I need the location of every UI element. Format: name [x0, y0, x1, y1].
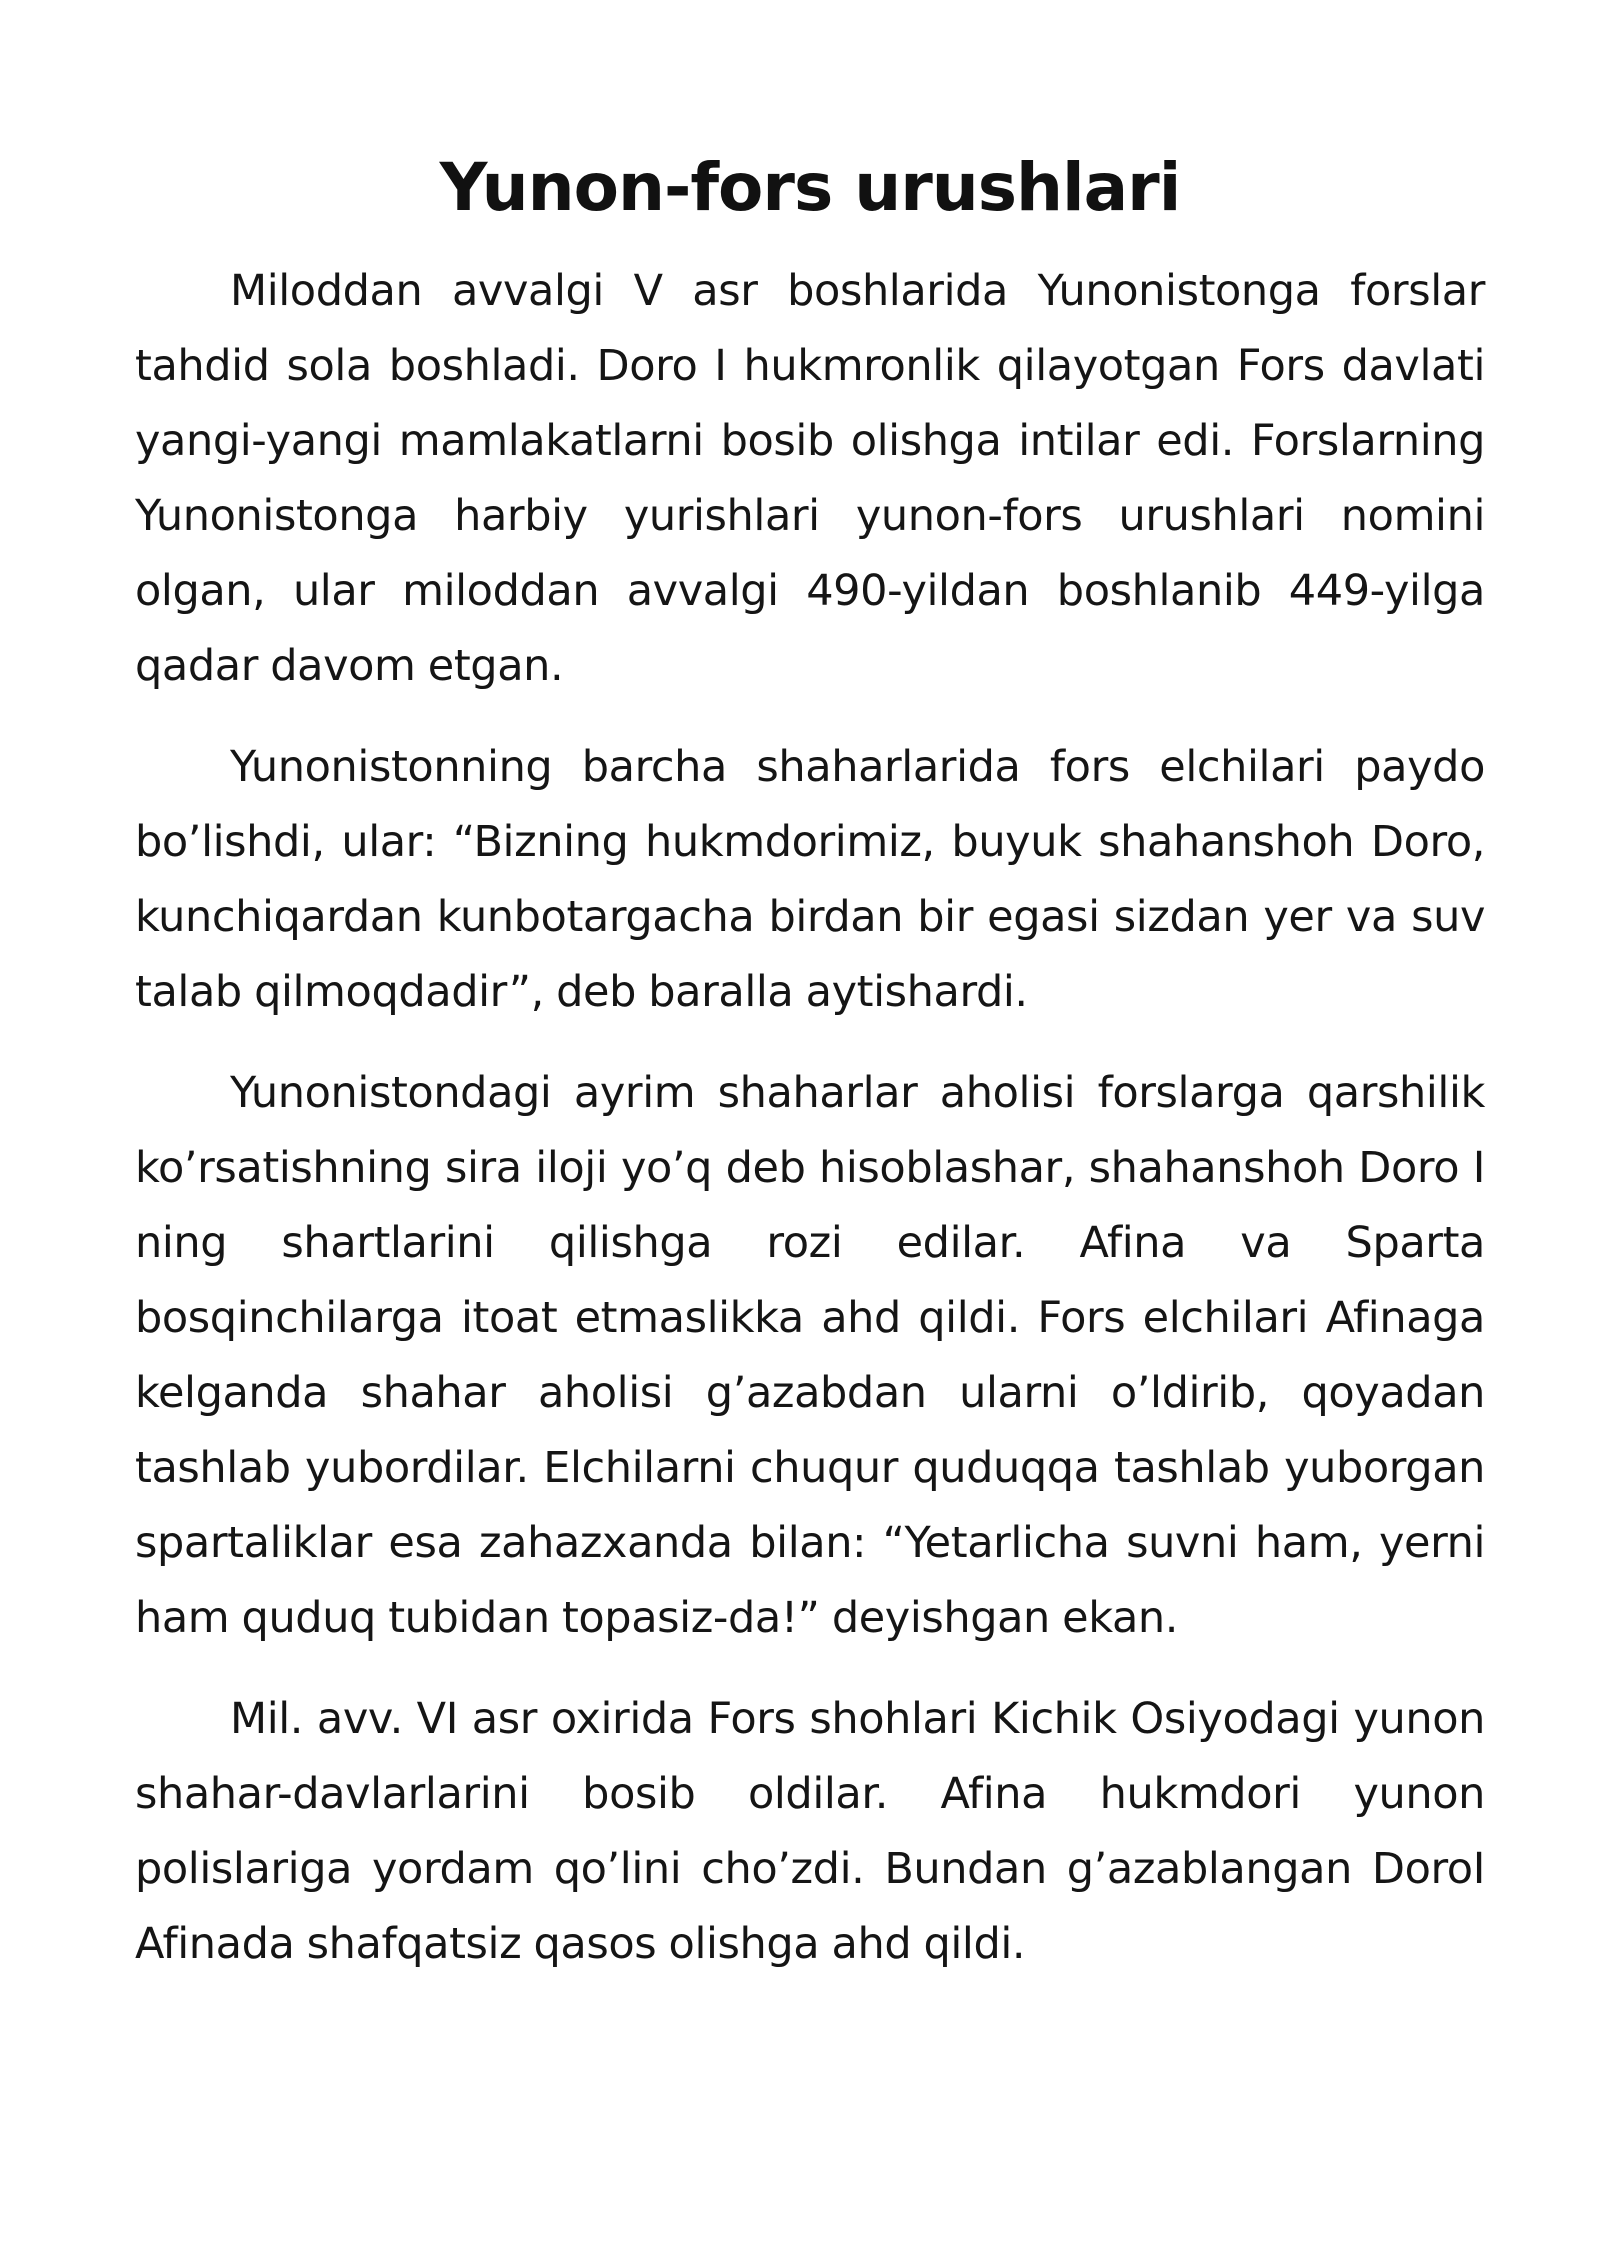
paragraph-1: Miloddan avvalgi V asr boshlarida Yunonistonga forslar tahdid sola boshladi. Doro I hukmronlik qilayotgan Fors davlati yangi-yangi mamlakatlarni bosib olishga intilar edi. Forslarning Yunonistonga harbiy yurishlari yunon-fors urushlari nomini olgan, ular miloddan avvalgi 490-yildan boshlanib 449-yilga qadar davom etgan.	[135, 265, 1485, 691]
paragraph-3: Yunonistondagi ayrim shaharlar aholisi forslarga qarshilik ko’rsatishning sira iloji yo’q deb hisoblashar, shahanshoh Doro I ning shartlarini qilishga rozi edilar. Afina va Sparta bosqinchilarga itoat etmaslikka ahd qildi. Fors elchilari Afinaga kelganda shahar aholisi g’azabdan ularni o’ldirib, qoyadan tashlab yubordilar. Elchilarni chuqur quduqqa tashlab yuborgan spartaliklar esa zahazxanda bilan: “Yetarlicha suvni ham, yerni ham quduq tubidan topasiz-da!” deyishgan ekan.	[135, 1067, 1485, 1643]
page-title: Yunon-fors urushlari	[439, 149, 1181, 226]
document-page	[135, 150, 1485, 2008]
paragraph-4: Mil. avv. VI asr oxirida Fors shohlari Kichik Osiyodagi yunon shahar-davlarlarini bosib oldilar. Afina hukmdori yunon polislariga yordam qo’lini cho’zdi. Bundan g’azablangan DoroI Afinada shafqatsiz qasos olishga ahd qildi.	[135, 1693, 1485, 1969]
paragraph-2: Yunonistonning barcha shaharlarida fors elchilari paydo bo’lishdi, ular: “Bizning hukmdorimiz, buyuk shahanshoh Doro, kunchiqardan kunbotargacha birdan bir egasi sizdan yer va suv talab qilmoqdadir”, deb baralla aytishardi.	[135, 741, 1485, 1017]
